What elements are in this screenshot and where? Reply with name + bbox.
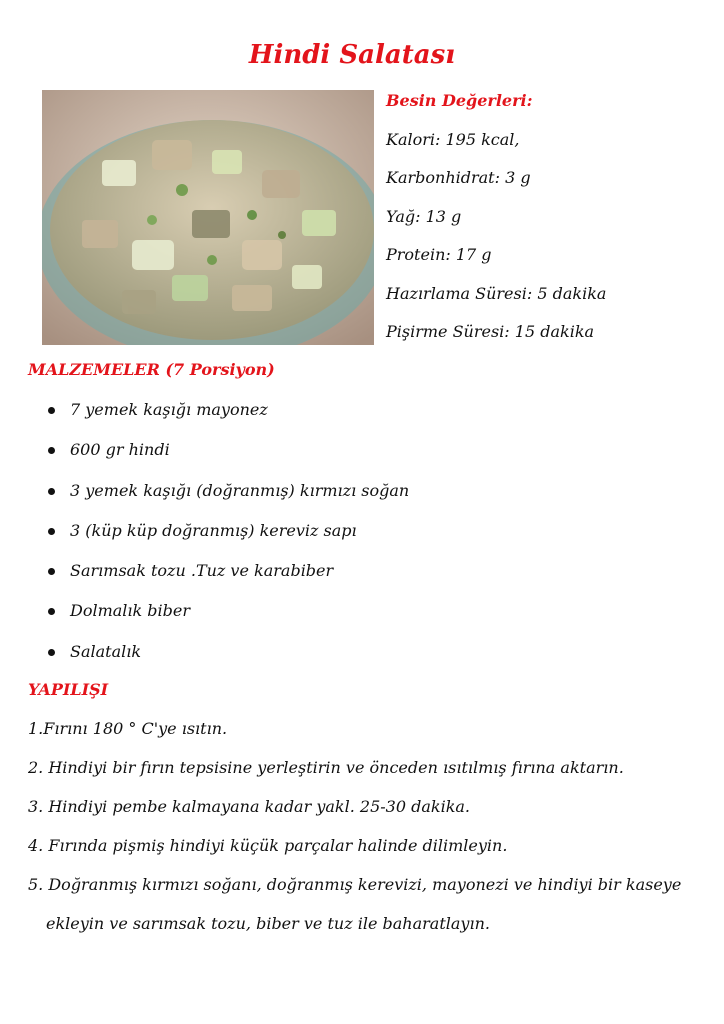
- ingredient-item: [0, 598, 409, 638]
- method-step-continuation: ekleyin ve sarımsak tozu, biber ve tuz ile baharatlayın.: [46, 914, 490, 933]
- method-step: 2. Hindiyi bir fırın tepsisine yerleştirin ve önceden ısıtılmış fırına aktarın.: [28, 758, 624, 777]
- method-steps: [28, 716, 708, 950]
- ingredient-text: 3 yemek kaşığı (doğranmış) kırmızı soğan: [70, 480, 410, 500]
- nutrition-fat: Yağ: 13 g: [386, 206, 462, 226]
- ingredients-heading: MALZEMELER (7 Porsiyon): [28, 360, 275, 379]
- ingredient-text: Salatalık: [70, 641, 142, 661]
- nutrition-facts: [386, 90, 716, 343]
- ingredient-item: [0, 397, 409, 437]
- nutrition-heading: Besin Değerleri:: [386, 91, 533, 110]
- ingredients-list: [0, 397, 409, 679]
- method-heading: YAPILIŞI: [28, 680, 109, 699]
- nutrition-carbohydrate: Karbonhidrat: 3 g: [386, 168, 531, 187]
- salad-bowl-image: [42, 90, 374, 345]
- ingredient-text: 600 gr hindi: [70, 440, 170, 460]
- method-step: 1.Fırını 180 ° C'ye ısıtın.: [28, 719, 228, 738]
- ingredient-item: [0, 639, 409, 679]
- bullet-icon: [48, 608, 55, 615]
- bullet-icon: [48, 447, 55, 454]
- nutrition-cook-time: Pişirme Süresi: 15 dakika: [386, 322, 595, 341]
- bullet-icon: [48, 407, 55, 414]
- bullet-icon: [48, 568, 55, 575]
- bullet-icon: [48, 649, 55, 656]
- ingredient-text: Sarımsak tozu .Tuz ve karabiber: [70, 561, 334, 581]
- ingredient-item: [0, 558, 409, 598]
- method-step: 4. Fırında pişmiş hindiyi küçük parçalar halinde dilimleyin.: [28, 836, 508, 855]
- ingredient-item: [0, 478, 409, 518]
- page-title: Hindi Salatası: [248, 40, 456, 70]
- nutrition-protein: Protein: 17 g: [386, 245, 492, 264]
- nutrition-calories: Kalori: 195 kcal,: [386, 129, 520, 149]
- ingredient-text: 7 yemek kaşığı mayonez: [70, 400, 268, 419]
- method-step: 5. Doğranmış kırmızı soğanı, doğranmış kerevizi, mayonezi ve hindiyi bir kaseye: [28, 875, 682, 894]
- salad-photo: [42, 90, 374, 345]
- method-step: 3. Hindiyi pembe kalmayana kadar yakl. 25-30 dakika.: [28, 797, 471, 816]
- nutrition-prep-time: Hazırlama Süresi: 5 dakika: [386, 283, 607, 303]
- ingredient-text: 3 (küp küp doğranmış) kereviz sapı: [70, 520, 357, 540]
- bullet-icon: [48, 488, 55, 495]
- bullet-icon: [48, 528, 55, 535]
- ingredient-text: Dolmalık biber: [70, 601, 191, 621]
- ingredient-item: [0, 518, 409, 558]
- ingredient-item: [0, 437, 409, 477]
